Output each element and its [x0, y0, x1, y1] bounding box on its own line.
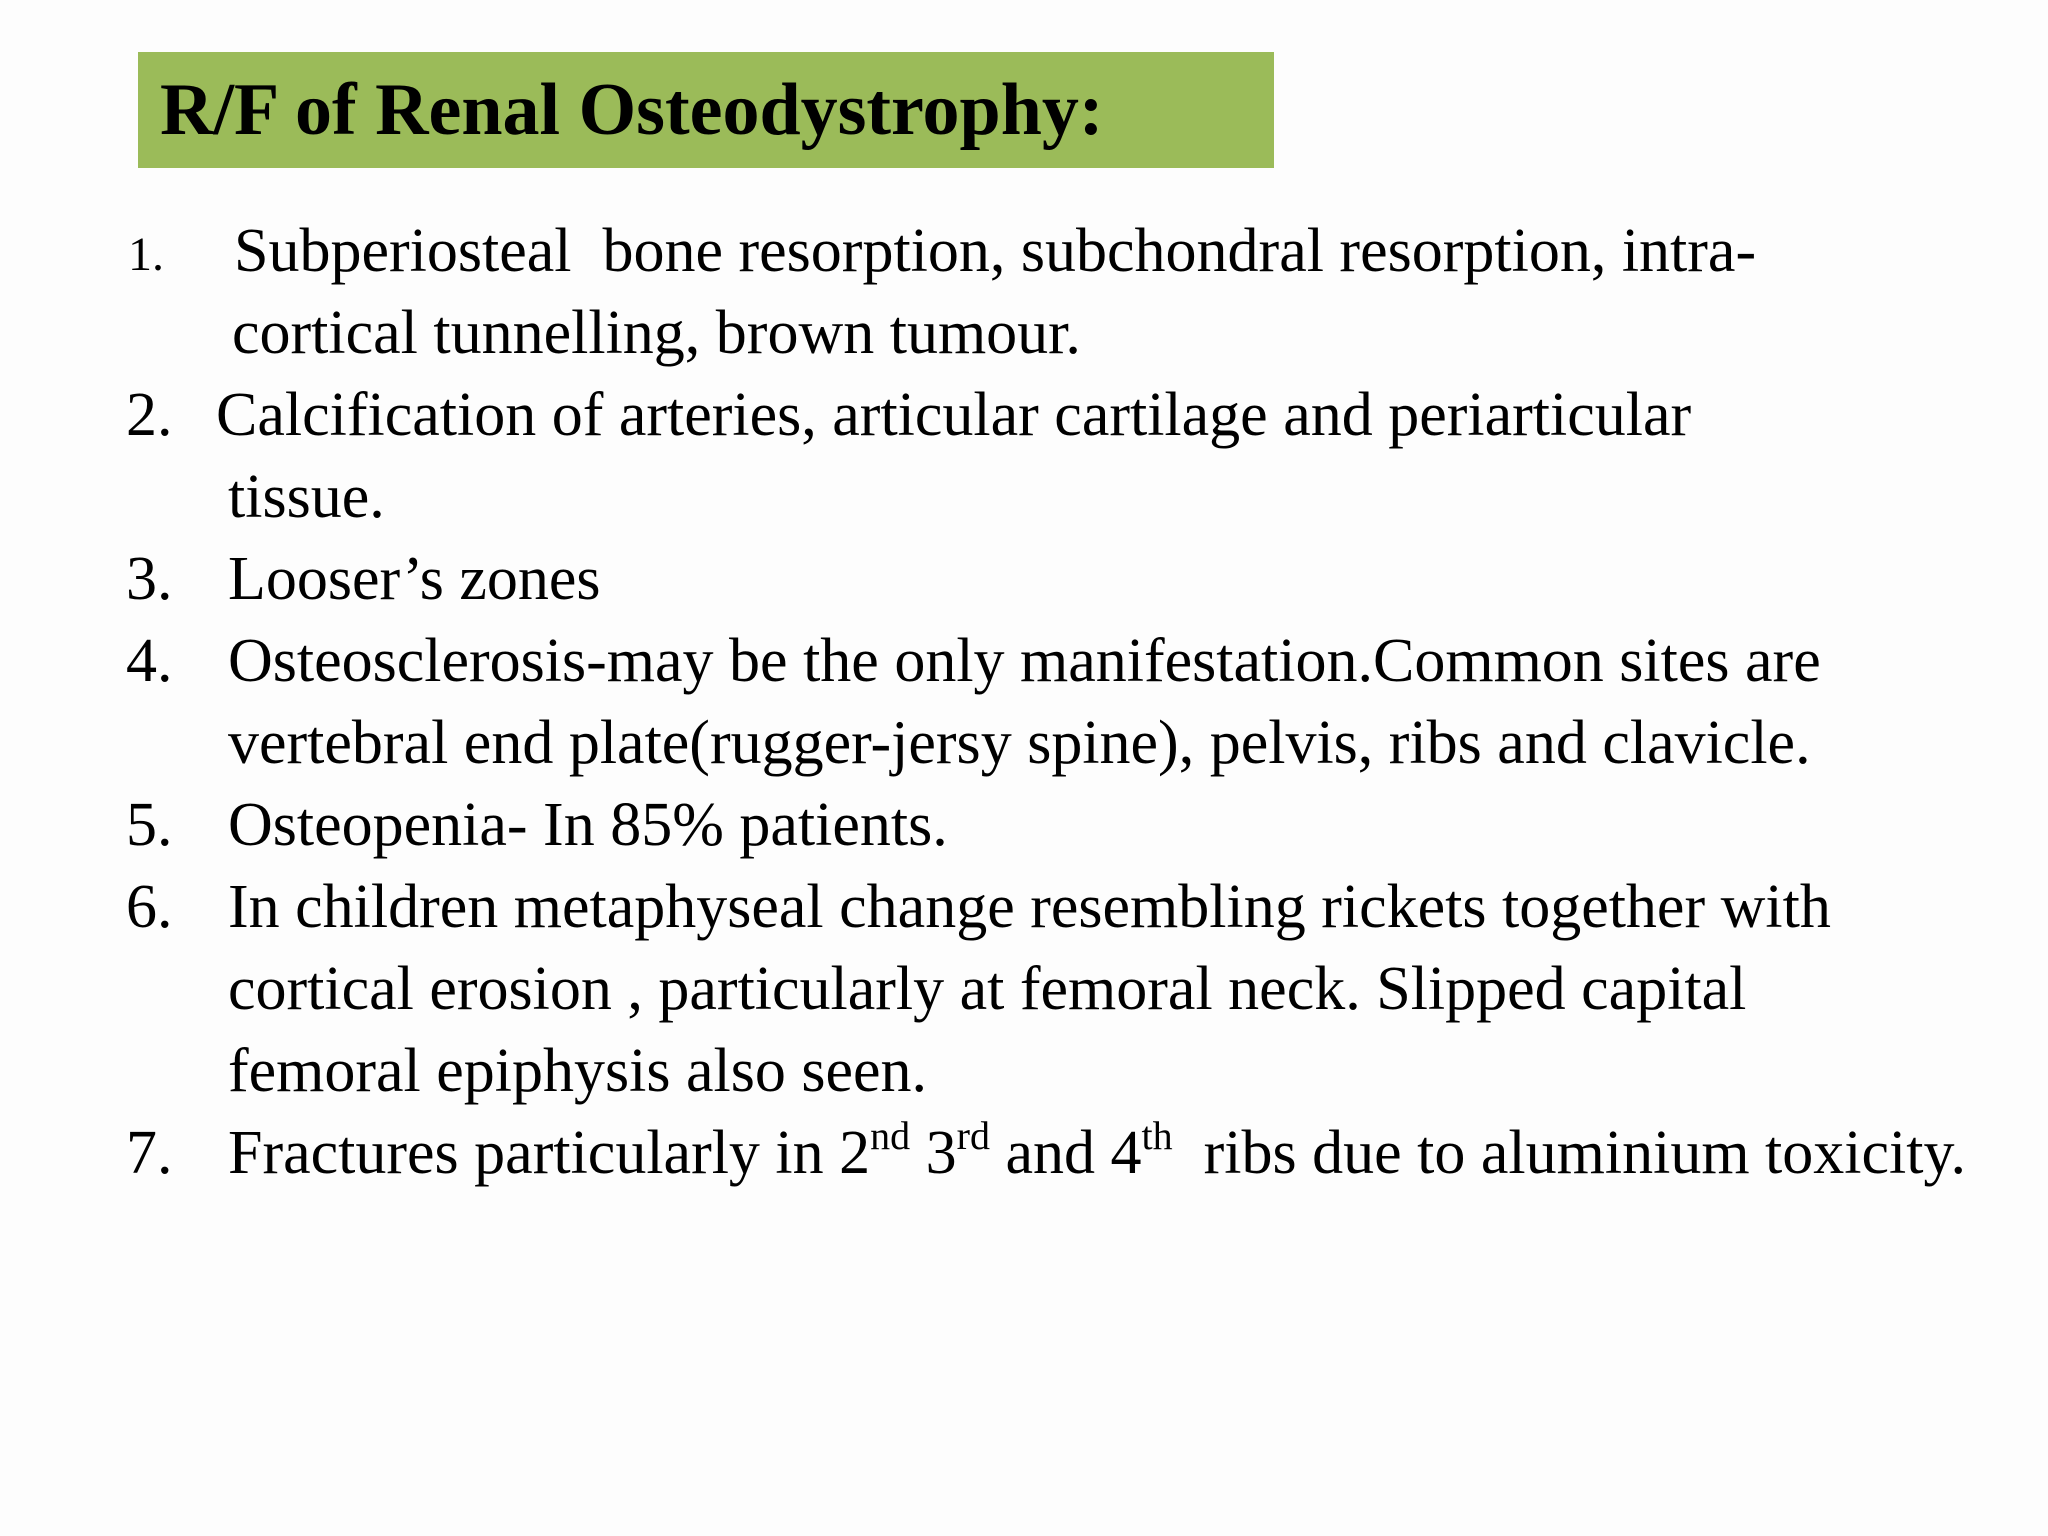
list-item: [126, 866, 1906, 1112]
list-item: [126, 210, 2028, 374]
item-number: 6.: [126, 873, 173, 941]
item-number: 3.: [126, 545, 173, 613]
slide-title: R/F of Renal Osteodystrophy:: [160, 69, 1104, 151]
list-item: [126, 538, 2028, 620]
list-item: [126, 784, 2028, 866]
list-item: [126, 1112, 2028, 1194]
item-text: Subperiosteal bone resorption, subchondral resorption, intra-: [234, 217, 1757, 285]
item-text: Osteopenia- In 85% patients.: [228, 791, 948, 859]
item-text-continued: tissue.: [228, 463, 385, 531]
item-text: Fractures particularly in 2nd 3rd and 4th ribs due to aluminium toxicity.: [228, 1113, 1966, 1187]
superscript: rd: [956, 1113, 990, 1158]
item-number: 7.: [126, 1119, 173, 1187]
item-number: 5.: [126, 791, 173, 859]
item-number: 2.: [126, 381, 173, 449]
superscript: th: [1141, 1113, 1173, 1158]
list-item: [126, 374, 2028, 538]
list-item: [126, 620, 1906, 784]
title-banner: [138, 52, 1274, 168]
item-text-continued: cortical tunnelling, brown tumour.: [232, 299, 1081, 367]
item-number: 4.: [126, 627, 173, 695]
superscript: nd: [870, 1113, 911, 1158]
item-number: 1.: [128, 228, 164, 281]
item-text: Looser’s zones: [228, 545, 601, 613]
findings-list: [126, 210, 2006, 1194]
item-text: Osteosclerosis-may be the only manifestation.Common sites are vertebral end plate(rugger-jersy spine), pelvis, ribs and clavicle.: [228, 627, 1821, 777]
item-text: In children metaphyseal change resembling rickets together with cortical erosion , particularly at femoral neck. Slipped capital femoral epiphysis also seen.: [228, 873, 1831, 1105]
item-text: Calcification of arteries, articular cartilage and periarticular: [216, 381, 1692, 449]
